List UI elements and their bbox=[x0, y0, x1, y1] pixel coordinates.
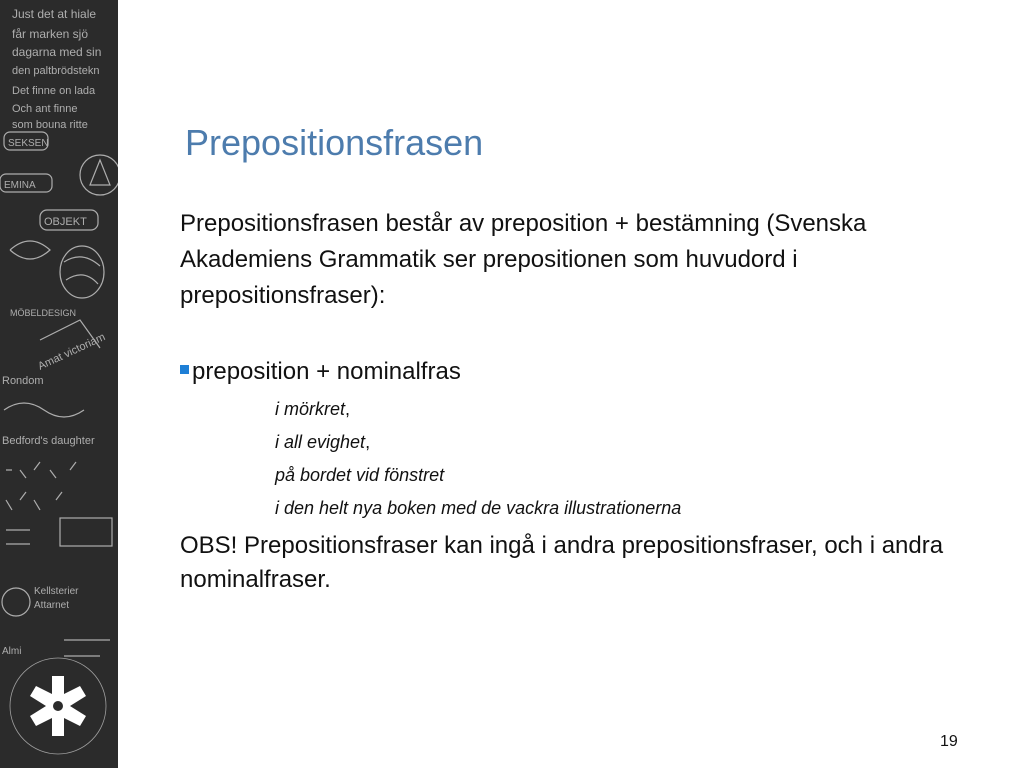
bullet-item bbox=[180, 356, 461, 388]
chalk-eye bbox=[10, 241, 50, 259]
example-text: i mörkret bbox=[275, 399, 346, 419]
chalk-word: OBJEKT bbox=[44, 216, 87, 228]
example-text: på bordet vid fönstret bbox=[275, 465, 445, 485]
chalk-word: Almi bbox=[2, 646, 22, 657]
bullet-text: preposition + nominalfras bbox=[192, 358, 461, 385]
note-paragraph: OBS! Prepositionsfraser kan ingå i andra prepositionsfraser, och i andra nominalfraser. bbox=[180, 532, 944, 593]
chalk-word: Attarnet bbox=[34, 600, 70, 611]
logo-center bbox=[53, 701, 63, 711]
chalk-runes bbox=[6, 462, 76, 478]
example-item bbox=[275, 459, 681, 492]
chalk-word: Just det at hiale bbox=[12, 7, 97, 21]
chalkboard-sidebar bbox=[0, 0, 118, 768]
chalk-wave bbox=[4, 403, 84, 417]
chalk-word: den paltbrödstekn bbox=[12, 65, 100, 77]
example-suffix: , bbox=[365, 432, 371, 452]
chalk-word: som bouna ritte bbox=[12, 119, 88, 131]
example-text: i all evighet bbox=[275, 432, 366, 452]
chalk-word: Det finne on lada bbox=[12, 85, 96, 97]
university-logo bbox=[10, 658, 106, 754]
chalk-box bbox=[60, 518, 112, 546]
page-number: 19 bbox=[940, 733, 958, 750]
chalk-brain bbox=[60, 246, 104, 298]
chalk-line bbox=[6, 530, 30, 544]
chalk-word: Amat victoriam bbox=[36, 331, 108, 373]
chalk-word: EMINA bbox=[4, 180, 36, 191]
square-bullet-icon bbox=[180, 365, 189, 374]
chalk-word: Och ant finne bbox=[12, 103, 78, 115]
chalk-word: Rondom bbox=[2, 375, 44, 387]
slide-title: Prepositionsfrasen bbox=[185, 122, 484, 163]
chalk-word: Bedford's daughter bbox=[2, 435, 95, 447]
chalk-triangle bbox=[90, 160, 110, 185]
chalk-line bbox=[64, 640, 110, 656]
chalk-word: får marken sjö bbox=[12, 27, 89, 41]
example-text: i den helt nya boken med de vackra illustrationerna bbox=[275, 498, 682, 518]
chalk-word: SEKSEN bbox=[8, 138, 49, 149]
example-item bbox=[275, 393, 681, 426]
chalk-word: dagarna med sin bbox=[12, 45, 102, 59]
chalk-word: Kellsterier bbox=[34, 586, 79, 597]
example-item bbox=[275, 426, 681, 459]
chalkboard-doodles bbox=[0, 0, 118, 768]
chalk-runes bbox=[6, 492, 62, 510]
example-suffix: , bbox=[345, 399, 351, 419]
example-item bbox=[275, 492, 681, 525]
chalk-circle bbox=[2, 588, 30, 616]
intro-paragraph: Prepositionsfrasen består av preposition + bestämning (Svenska Akademiens Grammatik ser prepositionen som huvudord i prepositionsfraser): bbox=[180, 210, 867, 309]
chalk-word: MÖBELDESIGN bbox=[10, 308, 77, 318]
example-list bbox=[275, 393, 681, 525]
chalk-brain-folds bbox=[64, 257, 100, 284]
